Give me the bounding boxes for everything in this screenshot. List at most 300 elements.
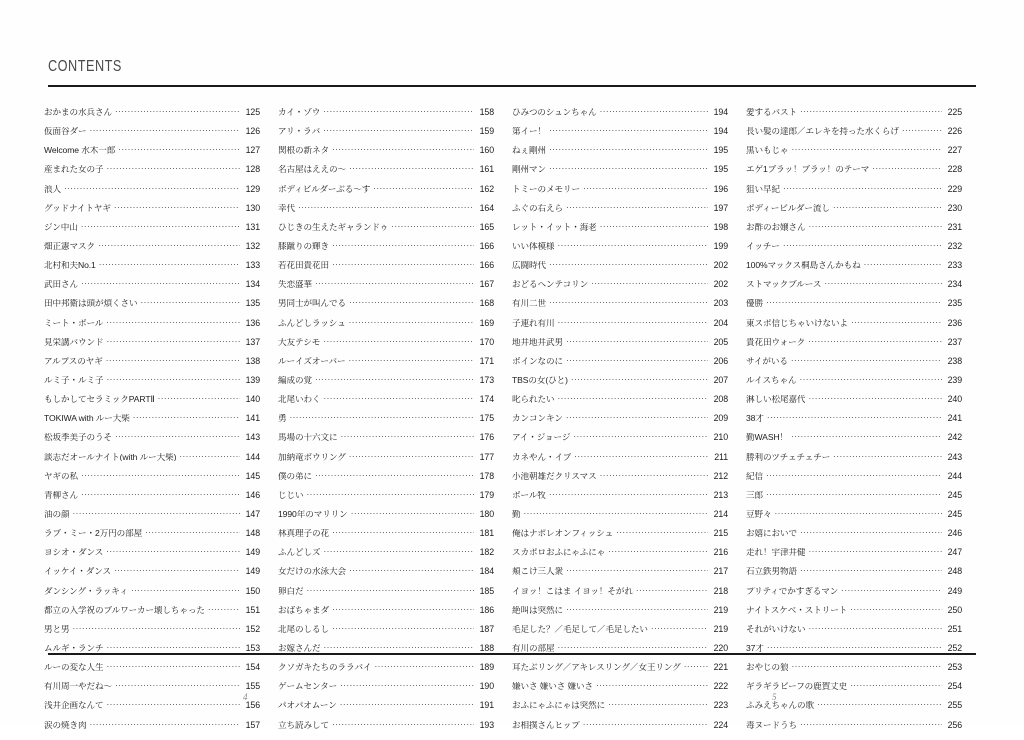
toc-entry[interactable] xyxy=(512,625,728,644)
toc-entry[interactable] xyxy=(278,567,494,586)
toc-leader-dots xyxy=(99,261,240,270)
toc-entry[interactable] xyxy=(512,529,728,548)
toc-entry[interactable] xyxy=(44,587,260,606)
toc-entry-title: 走れ！宇津井健 xyxy=(746,548,806,557)
toc-entry[interactable] xyxy=(278,261,494,280)
toc-leader-dots xyxy=(799,376,942,385)
toc-entry-page: 164 xyxy=(479,203,494,213)
toc-entry[interactable] xyxy=(44,261,260,280)
toc-entry[interactable] xyxy=(512,663,728,682)
toc-entry-title: 淋しい松尾嘉代 xyxy=(746,395,806,404)
toc-entry-page: 125 xyxy=(245,108,260,117)
toc-entry[interactable] xyxy=(278,701,494,720)
toc-entry[interactable] xyxy=(512,491,728,510)
toc-entry[interactable] xyxy=(746,338,962,357)
toc-entry[interactable] xyxy=(278,548,494,567)
toc-entry-title: カイ・ゾウ xyxy=(278,108,321,117)
toc-leader-dots xyxy=(557,242,708,251)
toc-entry[interactable] xyxy=(746,146,962,165)
toc-entry-page: 187 xyxy=(479,624,494,634)
toc-entry[interactable] xyxy=(44,548,260,567)
toc-entry[interactable] xyxy=(512,701,728,720)
toc-entry[interactable] xyxy=(44,472,260,491)
toc-entry-title: 三郎 xyxy=(746,490,763,500)
toc-entry[interactable] xyxy=(44,567,260,586)
toc-entry-page: 241 xyxy=(947,414,962,424)
toc-entry-title: お相撲さんヒップ xyxy=(512,720,580,730)
toc-entry-page: 244 xyxy=(947,471,962,481)
toc-entry-page: 184 xyxy=(479,567,494,577)
toc-entry-title: 石立鉄男物語 xyxy=(746,567,797,576)
toc-entry-page: 165 xyxy=(479,222,494,232)
toc-entry[interactable] xyxy=(512,376,728,395)
toc-entry[interactable] xyxy=(278,453,494,472)
toc-entry[interactable] xyxy=(512,108,728,127)
toc-entry[interactable] xyxy=(746,587,962,606)
toc-entry[interactable] xyxy=(44,357,260,376)
toc-entry[interactable] xyxy=(512,338,728,357)
toc-entry[interactable] xyxy=(512,414,728,433)
toc-entry[interactable] xyxy=(746,529,962,548)
toc-entry-title: もしかしてセラミックPARTⅡ xyxy=(44,395,155,404)
toc-leader-dots xyxy=(583,185,708,194)
toc-leader-dots xyxy=(323,108,474,117)
toc-entry[interactable] xyxy=(512,682,728,701)
toc-entry[interactable] xyxy=(44,223,260,242)
toc-entry[interactable] xyxy=(44,510,260,529)
toc-entry[interactable] xyxy=(278,108,494,127)
toc-entry[interactable] xyxy=(44,529,260,548)
toc-entry[interactable] xyxy=(278,185,494,204)
toc-leader-dots xyxy=(332,625,474,634)
toc-entry[interactable] xyxy=(44,338,260,357)
toc-entry[interactable] xyxy=(44,376,260,395)
footer-divider xyxy=(48,653,976,655)
toc-entry[interactable] xyxy=(746,223,962,242)
toc-entry[interactable] xyxy=(278,299,494,318)
toc-entry-title: ナイトスケベ・ストリート xyxy=(746,605,848,615)
toc-entry[interactable] xyxy=(746,663,962,682)
toc-entry-title: 優勝 xyxy=(746,299,763,308)
toc-entry[interactable] xyxy=(512,146,728,165)
toc-entry[interactable] xyxy=(44,299,260,318)
toc-entry-title: 貴花田ウォーク xyxy=(746,337,806,347)
toc-entry-title: イッケイ・ダンス xyxy=(44,567,112,576)
toc-entry[interactable] xyxy=(278,127,494,146)
toc-entry[interactable] xyxy=(278,414,494,433)
toc-entry-page: 211 xyxy=(714,452,728,462)
toc-leader-dots xyxy=(106,165,240,174)
toc-leader-dots xyxy=(766,491,942,500)
toc-entry[interactable] xyxy=(746,376,962,395)
toc-entry-page: 126 xyxy=(245,127,260,137)
toc-entry-page: 154 xyxy=(245,663,260,673)
column-3 xyxy=(512,108,746,740)
toc-entry-title: レット・イット・海老 xyxy=(512,222,597,232)
toc-leader-dots xyxy=(800,721,942,730)
toc-entry[interactable] xyxy=(278,682,494,701)
toc-entry-title: ボディービルダー流し xyxy=(746,203,830,213)
toc-leader-dots xyxy=(332,261,474,270)
toc-entry-page: 138 xyxy=(245,356,260,366)
toc-leader-dots xyxy=(89,127,240,136)
toc-leader-dots xyxy=(864,261,942,270)
toc-entry[interactable] xyxy=(44,395,260,414)
toc-entry[interactable] xyxy=(512,223,728,242)
toc-entry-page: 169 xyxy=(479,318,494,328)
toc-entry[interactable] xyxy=(44,721,260,740)
toc-entry-page: 245 xyxy=(947,509,962,519)
toc-entry-title: グッドナイトヤギ xyxy=(44,203,111,213)
toc-entry[interactable] xyxy=(44,606,260,625)
toc-entry[interactable] xyxy=(512,319,728,338)
toc-entry-title: 頬こけ三人衆 xyxy=(512,567,563,576)
toc-entry[interactable] xyxy=(278,357,494,376)
toc-entry-page: 177 xyxy=(479,452,494,462)
toc-entry[interactable] xyxy=(44,453,260,472)
toc-entry[interactable] xyxy=(746,510,962,529)
toc-entry[interactable] xyxy=(512,280,728,299)
toc-entry-title: ラブ・ミー・2万円の部屋 xyxy=(44,529,143,538)
toc-entry-title: 剛州マン xyxy=(512,165,546,175)
toc-entry[interactable] xyxy=(278,491,494,510)
toc-entry-title: 100%マックス桐島さんかもね xyxy=(746,261,861,270)
toc-entry[interactable] xyxy=(512,165,728,184)
toc-entry-title: 馬場の十六文に xyxy=(278,433,338,442)
toc-leader-dots xyxy=(608,701,708,710)
toc-entry[interactable] xyxy=(278,529,494,548)
toc-entry[interactable] xyxy=(746,472,962,491)
toc-entry-page: 129 xyxy=(245,184,260,194)
toc-entry-title: 広闘時代 xyxy=(512,261,546,270)
toc-entry[interactable] xyxy=(512,453,728,472)
toc-entry-page: 199 xyxy=(713,241,728,251)
toc-entry[interactable] xyxy=(278,338,494,357)
toc-entry[interactable] xyxy=(44,491,260,510)
toc-entry-title: 膝蹴りの輝き xyxy=(278,241,329,251)
toc-leader-dots xyxy=(374,663,474,672)
toc-leader-dots xyxy=(323,644,474,653)
toc-entry[interactable] xyxy=(278,165,494,184)
toc-entry-page: 212 xyxy=(713,471,728,481)
toc-entry-title: アイ・ジョージ xyxy=(512,433,571,442)
toc-entry-title: 38才 xyxy=(746,414,764,423)
toc-entry[interactable] xyxy=(278,433,494,452)
toc-leader-dots xyxy=(306,491,474,500)
toc-entry-title: 林真理子の花 xyxy=(278,529,329,538)
toc-entry-title: 名古屋はええの～ xyxy=(278,165,346,175)
toc-entry-title: 黒いもじゃ xyxy=(746,146,789,155)
toc-entry[interactable] xyxy=(44,625,260,644)
toc-leader-dots xyxy=(133,414,240,423)
toc-entry-title: 田中邦衛は頭が煩くさい xyxy=(44,299,138,308)
toc-entry-page: 249 xyxy=(947,586,962,596)
toc-entry[interactable] xyxy=(512,242,728,261)
toc-entry-page: 134 xyxy=(245,280,260,290)
toc-entry[interactable] xyxy=(44,165,260,184)
toc-entry[interactable] xyxy=(278,510,494,529)
folio-left: 4 xyxy=(243,692,248,702)
toc-leader-dots xyxy=(106,338,240,347)
toc-entry[interactable] xyxy=(44,682,260,701)
toc-entry-title: ルミ子・ルミ子 xyxy=(44,375,104,385)
toc-entry[interactable] xyxy=(278,625,494,644)
toc-entry[interactable] xyxy=(278,587,494,606)
toc-entry[interactable] xyxy=(278,242,494,261)
toc-entry-title: ムルギ・ランチ xyxy=(44,643,104,653)
toc-entry[interactable] xyxy=(278,146,494,165)
toc-entry-page: 190 xyxy=(479,682,494,692)
toc-entry[interactable] xyxy=(512,185,728,204)
toc-entry[interactable] xyxy=(512,299,728,318)
toc-entry-page: 135 xyxy=(245,299,260,309)
toc-entry-title: おばちゃまダ xyxy=(278,605,329,615)
toc-leader-dots xyxy=(651,625,708,634)
toc-leader-dots xyxy=(315,472,474,481)
toc-entry[interactable] xyxy=(278,721,494,740)
toc-entry[interactable] xyxy=(746,127,962,146)
toc-entry-page: 158 xyxy=(479,108,494,117)
toc-entry[interactable] xyxy=(746,357,962,376)
toc-leader-dots xyxy=(566,357,708,366)
toc-leader-dots xyxy=(808,548,942,557)
toc-entry-title: 嫌いさ 嫌いさ 嫌いさ xyxy=(512,682,594,691)
toc-entry[interactable] xyxy=(278,663,494,682)
toc-entry-title: ストマックブルース xyxy=(746,280,822,289)
toc-leader-dots xyxy=(115,682,240,691)
toc-entry-title: ふぐの右えら xyxy=(512,203,563,213)
toc-leader-dots xyxy=(140,299,240,308)
toc-entry[interactable] xyxy=(44,185,260,204)
toc-entry[interactable] xyxy=(746,319,962,338)
toc-entry[interactable] xyxy=(278,376,494,395)
toc-entry[interactable] xyxy=(512,395,728,414)
toc-entry-title: 有川の部屋 xyxy=(512,643,555,653)
column-1 xyxy=(44,108,278,740)
toc-leader-dots xyxy=(81,280,240,289)
toc-entry[interactable] xyxy=(746,261,962,280)
toc-entry-title: ミート・ボール xyxy=(44,318,104,328)
toc-entry[interactable] xyxy=(44,663,260,682)
toc-entry[interactable] xyxy=(512,433,728,452)
toc-entry-title: 有川二世 xyxy=(512,299,546,308)
toc-entry[interactable] xyxy=(278,472,494,491)
toc-leader-dots xyxy=(298,204,474,213)
header-divider xyxy=(48,85,976,87)
page-title: CONTENTS xyxy=(48,58,122,75)
toc-entry[interactable] xyxy=(746,453,962,472)
toc-entry-page: 174 xyxy=(479,395,494,405)
toc-entry[interactable] xyxy=(746,625,962,644)
toc-entry[interactable] xyxy=(44,701,260,720)
toc-entry-title: ゲームセンター xyxy=(278,682,338,691)
toc-leader-dots xyxy=(64,185,240,194)
toc-entry[interactable] xyxy=(746,185,962,204)
toc-entry-page: 139 xyxy=(245,375,260,385)
toc-entry-title: 北尾いわく xyxy=(278,395,321,404)
toc-entry[interactable] xyxy=(512,548,728,567)
toc-entry-page: 159 xyxy=(479,127,494,137)
toc-entry-page: 255 xyxy=(947,701,962,711)
toc-entry[interactable] xyxy=(512,721,728,740)
toc-entry-title: 地井地井武男 xyxy=(512,337,563,347)
toc-leader-dots xyxy=(145,529,240,538)
toc-leader-dots xyxy=(800,529,942,538)
toc-entry-title: ひみつのシュンちゃん xyxy=(512,108,597,117)
toc-leader-dots xyxy=(850,682,942,691)
toc-entry[interactable] xyxy=(278,319,494,338)
toc-entry-title: 仮面谷ダー xyxy=(44,127,87,136)
toc-entry-title: 勝利のツチェチェチー xyxy=(746,452,831,462)
toc-entry-title: 豆野々 xyxy=(746,509,772,519)
toc-entry-page: 144 xyxy=(245,452,260,462)
toc-entry-page: 207 xyxy=(713,375,728,385)
toc-entry[interactable] xyxy=(44,319,260,338)
toc-entry[interactable] xyxy=(746,299,962,318)
toc-entry[interactable] xyxy=(746,108,962,127)
toc-entry[interactable] xyxy=(44,280,260,299)
toc-leader-dots xyxy=(800,108,942,117)
toc-leader-dots xyxy=(783,242,942,251)
toc-entry-page: 173 xyxy=(479,375,494,385)
toc-entry-page: 194 xyxy=(713,108,728,117)
toc-leader-dots xyxy=(315,376,474,385)
toc-entry-title: おふにゃふにゃは突然に xyxy=(512,701,606,710)
toc-entry-title: ルイスちゃん xyxy=(746,375,797,385)
toc-entry[interactable] xyxy=(278,280,494,299)
toc-entry-title: おどるヘンテコリン xyxy=(512,280,589,289)
toc-entry-title: 編成の覚 xyxy=(278,375,312,385)
toc-entry-page: 189 xyxy=(479,663,494,673)
toc-entry[interactable] xyxy=(746,491,962,510)
toc-entry[interactable] xyxy=(512,261,728,280)
toc-leader-dots xyxy=(323,395,474,404)
toc-leader-dots xyxy=(349,319,474,328)
toc-entry[interactable] xyxy=(44,414,260,433)
toc-entry-page: 146 xyxy=(245,490,260,500)
toc-entry-page: 151 xyxy=(245,605,260,615)
toc-entry[interactable] xyxy=(746,548,962,567)
toc-entry-page: 217 xyxy=(713,567,728,577)
toc-entry[interactable] xyxy=(278,395,494,414)
toc-entry-title: トミーのメモリー xyxy=(512,184,580,194)
toc-entry-title: 毒ヌードうち xyxy=(746,720,797,730)
toc-entry[interactable] xyxy=(746,701,962,720)
toc-entry-title: 畑正憲マスク xyxy=(44,241,95,251)
toc-entry[interactable] xyxy=(746,242,962,261)
toc-entry-title: パオパオムーン xyxy=(278,701,337,710)
toc-entry-page: 250 xyxy=(947,605,962,615)
toc-entry-title: 僕の弟に xyxy=(278,471,312,481)
toc-entry[interactable] xyxy=(746,433,962,452)
toc-entry-title: 長い髪の達郎／エレキを持った水くらげ xyxy=(746,127,899,136)
toc-entry[interactable] xyxy=(512,127,728,146)
toc-entry-title: 絶叫は突然に xyxy=(512,605,563,615)
toc-leader-dots xyxy=(72,625,240,634)
toc-entry[interactable] xyxy=(512,567,728,586)
toc-entry-title: 東スポ信じちゃいけないよ xyxy=(746,318,848,328)
toc-entry[interactable] xyxy=(512,204,728,223)
toc-entry-page: 150 xyxy=(245,586,260,596)
toc-entry-title: お嬉においで xyxy=(746,529,797,538)
toc-leader-dots xyxy=(566,338,708,347)
toc-entry[interactable] xyxy=(746,567,962,586)
toc-entry-title: 油の顔 xyxy=(44,509,70,519)
toc-entry[interactable] xyxy=(512,357,728,376)
toc-entry-title: 第イー！ xyxy=(512,127,546,136)
toc-entry[interactable] xyxy=(512,606,728,625)
toc-entry-page: 254 xyxy=(947,682,962,692)
toc-entry-page: 252 xyxy=(947,643,962,653)
toc-entry[interactable] xyxy=(44,242,260,261)
toc-entry[interactable] xyxy=(44,108,260,127)
toc-leader-dots xyxy=(557,319,708,328)
toc-entry[interactable] xyxy=(746,165,962,184)
toc-leader-dots xyxy=(340,433,474,442)
column-2 xyxy=(278,108,512,740)
toc-leader-dots xyxy=(118,146,240,155)
toc-entry[interactable] xyxy=(44,146,260,165)
toc-entry[interactable] xyxy=(746,721,962,740)
toc-entry-title: ひじきの生えたギャランドゥ xyxy=(278,222,389,232)
toc-entry-page: 248 xyxy=(947,567,962,577)
toc-leader-dots xyxy=(573,433,708,442)
toc-entry-page: 253 xyxy=(947,663,962,673)
toc-entry-title: 北尾のしるし xyxy=(278,624,329,634)
toc-leader-dots xyxy=(791,433,942,442)
toc-entry[interactable] xyxy=(512,510,728,529)
toc-entry[interactable] xyxy=(512,472,728,491)
toc-entry-title: 男と男 xyxy=(44,624,70,634)
toc-entry[interactable] xyxy=(746,606,962,625)
toc-leader-dots xyxy=(340,682,474,691)
toc-entry-page: 230 xyxy=(947,203,962,213)
toc-entry-page: 185 xyxy=(479,586,494,596)
toc-entry-page: 140 xyxy=(245,395,260,405)
toc-entry-title: カネやん・イブ xyxy=(512,452,572,462)
toc-entry-page: 213 xyxy=(713,490,728,500)
toc-entry[interactable] xyxy=(512,587,728,606)
toc-entry[interactable] xyxy=(44,433,260,452)
toc-entry-page: 216 xyxy=(713,548,728,558)
toc-entry-page: 157 xyxy=(245,720,260,730)
toc-entry-page: 240 xyxy=(947,395,962,405)
toc-entry[interactable] xyxy=(278,223,494,242)
toc-entry[interactable] xyxy=(278,204,494,223)
toc-entry[interactable] xyxy=(746,280,962,299)
toc-entry-page: 224 xyxy=(713,720,728,730)
toc-leader-dots xyxy=(106,663,240,672)
toc-entry-page: 193 xyxy=(479,720,494,730)
column-4 xyxy=(746,108,980,740)
toc-entry-title: 松坂季美子のうそ xyxy=(44,433,112,442)
toc-entry-page: 256 xyxy=(947,720,962,730)
toc-entry[interactable] xyxy=(278,606,494,625)
toc-entry-title: 俺はナポレオンフィッシュ xyxy=(512,529,614,538)
toc-entry-page: 156 xyxy=(245,701,260,711)
toc-entry[interactable] xyxy=(746,414,962,433)
toc-entry[interactable] xyxy=(746,204,962,223)
toc-entry-page: 236 xyxy=(947,318,962,328)
toc-leader-dots xyxy=(808,338,942,347)
toc-entry[interactable] xyxy=(44,127,260,146)
toc-entry-page: 227 xyxy=(947,146,962,156)
toc-entry[interactable] xyxy=(44,204,260,223)
toc-entry[interactable] xyxy=(746,682,962,701)
toc-leader-dots xyxy=(349,165,474,174)
toc-entry[interactable] xyxy=(746,395,962,414)
toc-leader-dots xyxy=(524,510,709,519)
